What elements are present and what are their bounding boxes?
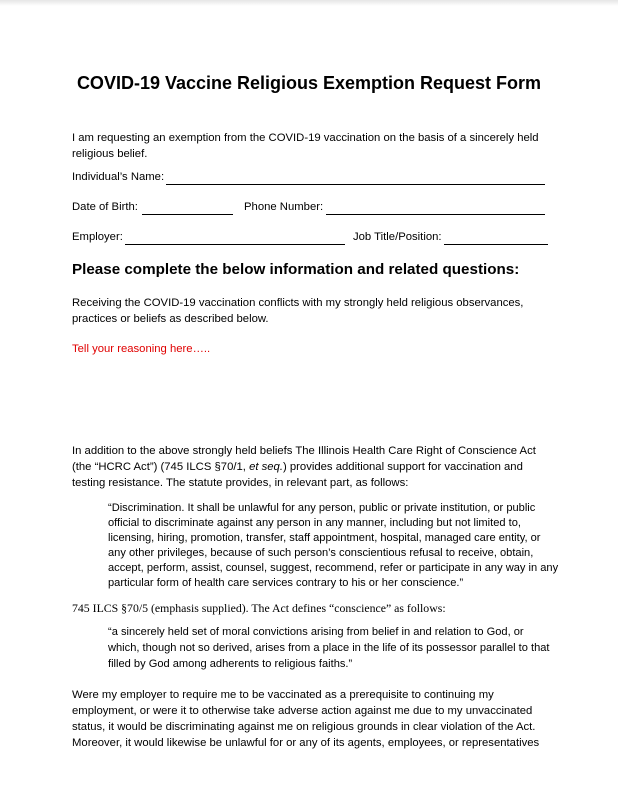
hcrc-line-3: testing resistance. The statute provides, in relevant part, as follows: bbox=[72, 477, 409, 489]
conflict-line-1: Receiving the COVID-19 vaccination conflicts with my strongly held religious observances, bbox=[72, 297, 524, 309]
name-field[interactable] bbox=[166, 184, 545, 185]
hcrc-line-2-a: (the “HCRC Act”) (745 ILCS §70/1, bbox=[72, 461, 250, 473]
hcrc-line-2 bbox=[72, 459, 523, 475]
name-label: Individual’s Name: bbox=[72, 171, 165, 183]
quote1-line-3: licensing, hiring, promotion, transfer, staff appointment, hospital, managed care entity, or bbox=[108, 532, 541, 544]
employer-field[interactable] bbox=[125, 244, 345, 245]
closing-line-3: status, it would be discriminating against me on religious grounds in clear violation of the Act. bbox=[72, 721, 536, 733]
reasoning-placeholder[interactable]: Tell your reasoning here….. bbox=[72, 343, 211, 355]
hcrc-line-1: In addition to the above strongly held beliefs The Illinois Health Care Right of Conscience Act bbox=[72, 445, 536, 457]
dob-label: Date of Birth: bbox=[72, 201, 138, 213]
job-title-field[interactable] bbox=[444, 244, 548, 245]
quote1-line-1: “Discrimination. It shall be unlawful for any person, public or private institution, or public bbox=[108, 502, 536, 514]
quote1-line-2: official to discriminate against any person in any manner, including but not limited to, bbox=[108, 517, 521, 529]
job-title-label: Job Title/Position: bbox=[353, 231, 442, 243]
dob-field[interactable] bbox=[142, 214, 233, 215]
closing-line-1: Were my employer to require me to be vaccinated as a prerequisite to continuing my bbox=[72, 689, 494, 701]
phone-label: Phone Number: bbox=[244, 201, 324, 213]
quote2-line-2: which, though not so derived, arises from a place in the life of its possessor parallel to that bbox=[108, 642, 550, 654]
quote2-line-3: filled by God among adherents to religious faiths.” bbox=[108, 658, 353, 670]
intro-line-2: religious belief. bbox=[72, 148, 148, 160]
hcrc-line-2-em: et seq. bbox=[249, 461, 283, 473]
citation-line: 745 ILCS §70/5 (emphasis supplied). The Act defines “conscience” as follows: bbox=[72, 601, 446, 615]
employer-label: Employer: bbox=[72, 231, 123, 243]
quote1-line-6: particular form of health care services contrary to his or her conscience.” bbox=[108, 577, 464, 589]
quote1-line-4: any other privileges, because of such person’s conscientious refusal to receive, obtain, bbox=[108, 547, 534, 559]
quote1-line-5: accept, perform, assist, counsel, suggest, recommend, refer or participate in any way in any bbox=[108, 562, 559, 574]
phone-field[interactable] bbox=[326, 214, 545, 215]
quote2-line-1: “a sincerely held set of moral convictions arising from belief in and relation to God, or bbox=[108, 626, 524, 638]
hcrc-line-2-b: ) provides additional support for vaccination and bbox=[282, 461, 523, 473]
intro-line-1: I am requesting an exemption from the COVID-19 vaccination on the basis of a sincerely held bbox=[72, 132, 539, 144]
section-heading: Please complete the below information and related questions: bbox=[72, 261, 520, 278]
conflict-line-2: practices or beliefs as described below. bbox=[72, 313, 269, 325]
closing-line-2: employment, or were it to otherwise take adverse action against me due to my unvaccinated bbox=[72, 705, 533, 717]
form-title: COVID-19 Vaccine Religious Exemption Request Form bbox=[76, 73, 542, 93]
closing-line-4: Moreover, it would likewise be unlawful for or any of its agents, employees, or representatives bbox=[72, 737, 540, 749]
